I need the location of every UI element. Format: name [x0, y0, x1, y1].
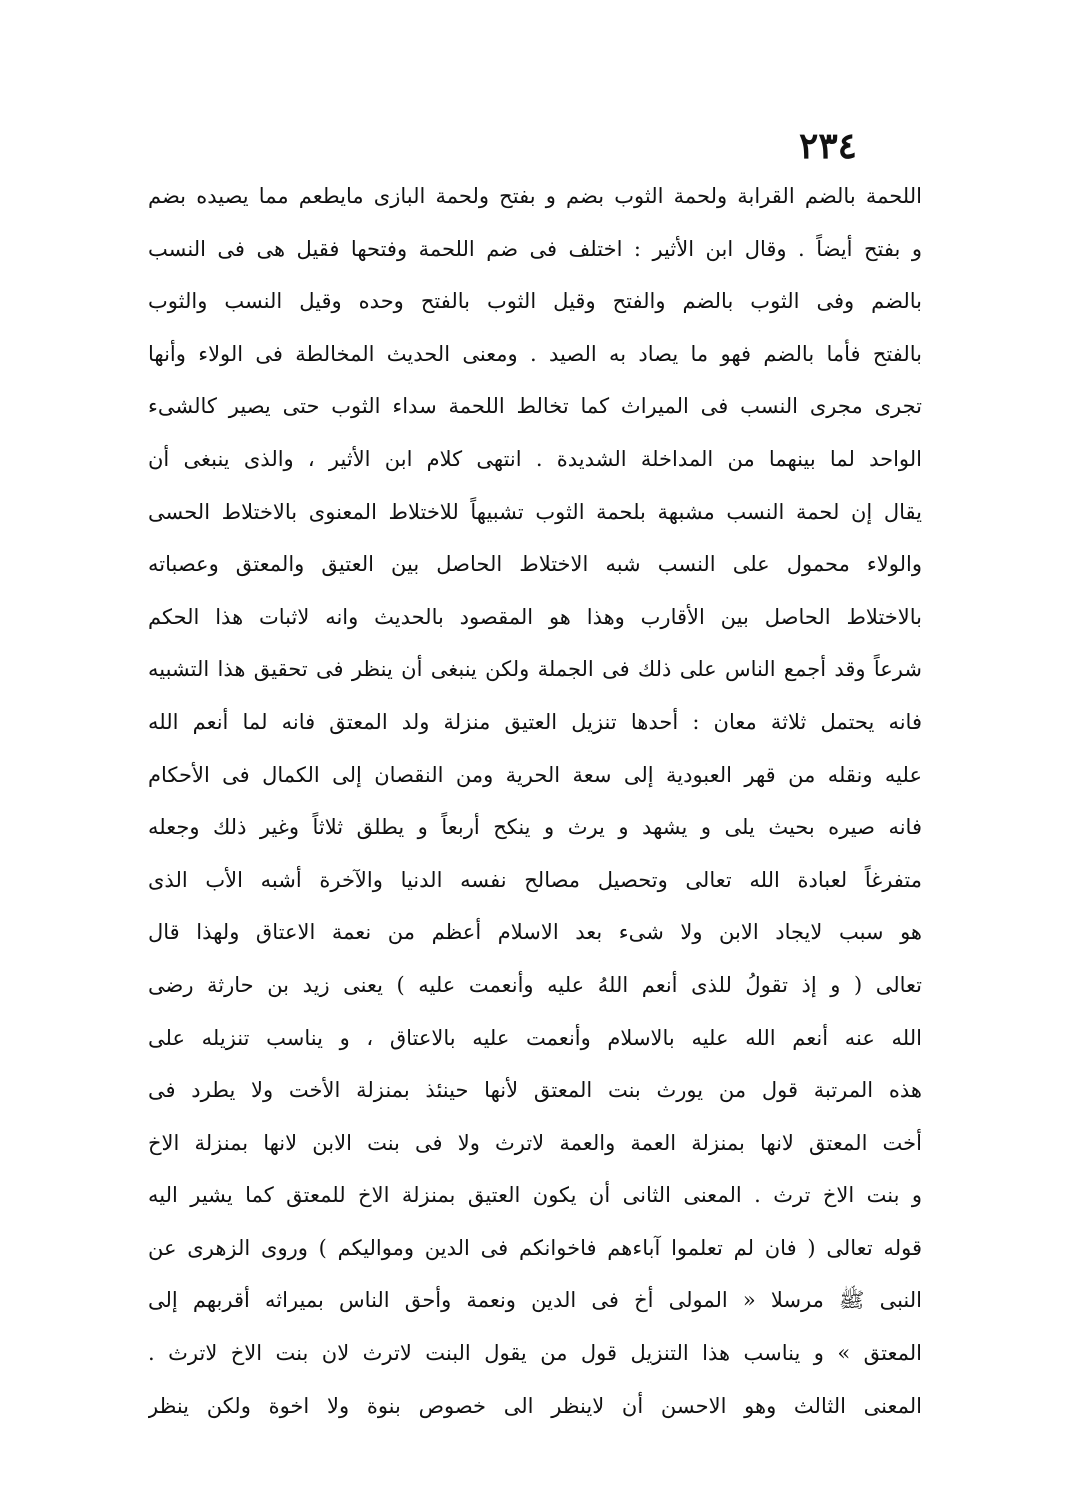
- text-line: هذه المرتبة قول من يورث بنت المعتق لأنها حينئذ بمنزلة الأخت ولا يطرد فى: [148, 1078, 922, 1103]
- text-line: و بنت الاخ ترث . المعنى الثانى أن يكون العتيق بمنزلة الاخ للمعتق كما يشير اليه: [148, 1183, 922, 1208]
- text-line: شرعاً وقد أجمع الناس على ذلك فى الجملة ولكن ينبغى أن ينظر فى تحقيق هذا التشبيه: [148, 657, 922, 682]
- text-line: فانه صيره بحيث يلى و يشهد و يرث و ينكح أربعاً و يطلق ثلاثاً وغير ذلك وجعله: [148, 815, 922, 840]
- text-line: المعتق » و يناسب هذا التنزيل قول من يقول البنت لاترث لان بنت الاخ لاترث .: [148, 1341, 922, 1366]
- text-line: تعالى ( و إذ تقولُ للذى أنعم اللهُ عليه وأنعمت عليه ) يعنى زيد بن حارثة رضى: [148, 972, 922, 997]
- body-text: [148, 170, 922, 1432]
- text-line: بالفتح فأما بالضم فهو ما يصاد به الصيد . ومعنى الحديث المخالطة فى الولاء وأنها: [148, 341, 922, 366]
- text-line: متفرغاً لعبادة الله تعالى وتحصيل مصالح نفسه الدنيا والآخرة أشبه الأب الذى: [148, 867, 922, 892]
- text-line: هو سبب لايجاد الابن ولا شىء بعد الاسلام أعظم من نعمة الاعتاق ولهذا قال: [148, 920, 922, 945]
- text-line: المعنى الثالث وهو الاحسن أن لاينظر الى خصوص بنوة ولا اخوة ولكن ينظر: [148, 1393, 922, 1418]
- text-line: الواحد لما بينهما من المداخلة الشديدة . انتهى كلام ابن الأثير ، والذى ينبغى أن: [148, 446, 922, 471]
- text-line: فانه يحتمل ثلاثة معان : أحدها تنزيل العتيق منزلة ولد المعتق فانه لما أنعم الله: [148, 709, 922, 734]
- text-line: بالضم وفى الثوب بالضم والفتح وقيل الثوب بالفتح وحده وقيل النسب والثوب: [148, 289, 922, 314]
- text-line: النبى ﷺ مرسلا « المولى أخ فى الدين ونعمة وأحق الناس بميراثه أقربهم إلى: [148, 1288, 922, 1313]
- text-line: و بفتح أيضاً . وقال ابن الأثير : اختلف فى ضم اللحمة وفتحها فقيل هى فى النسب: [148, 236, 922, 261]
- text-line: تجرى مجرى النسب فى الميراث كما تخالط اللحمة سداء الثوب حتى يصير كالشىء: [148, 394, 922, 419]
- text-line: أخت المعتق لانها بمنزلة العمة والعمة لاترث ولا فى بنت الابن لانها بمنزلة الاخ: [148, 1130, 922, 1155]
- text-line: بالاختلاط الحاصل بين الأقارب وهذا هو المقصود بالحديث وانه لاثبات هذا الحكم: [148, 604, 922, 629]
- page-number: ٢٣٤: [798, 125, 857, 167]
- text-line: عليه ونقله من قهر العبودية إلى سعة الحرية ومن النقصان إلى الكمال فى الأحكام: [148, 762, 922, 787]
- text-line: والولاء محمول على النسب شبه الاختلاط الحاصل بين العتيق والمعتق وعصباته: [148, 552, 922, 577]
- text-line: قوله تعالى ( فان لم تعلموا آباءهم فاخوانكم فى الدين ومواليكم ) وروى الزهرى عن: [148, 1235, 922, 1260]
- text-line: يقال إن لحمة النسب مشبهة بلحمة الثوب تشبيهاً للاختلاط المعنوى بالاختلاط الحسى: [148, 499, 922, 524]
- text-line: الله عنه أنعم الله عليه بالاسلام وأنعمت عليه بالاعتاق ، و يناسب تنزيله على: [148, 1025, 922, 1050]
- text-line: اللحمة بالضم القرابة ولحمة الثوب بضم و بفتح ولحمة البازى مايطعم مما يصيده بضم: [148, 184, 922, 208]
